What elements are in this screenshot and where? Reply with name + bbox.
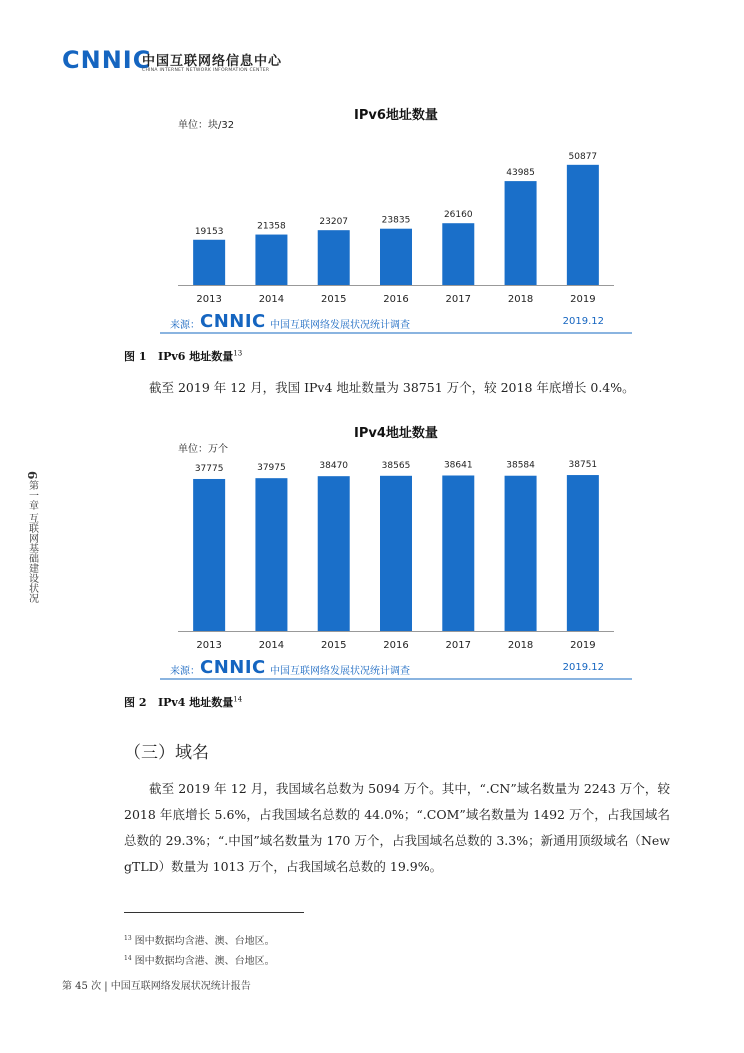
- section-heading-domain: （三）域名: [124, 743, 209, 763]
- bar-2013: [193, 479, 225, 631]
- footnote-text: 图中数据均含港、澳、台地区。: [134, 956, 275, 967]
- bar-2016: [380, 229, 412, 285]
- paragraph-text: 截至 2019 年 12 月，我国 IPv4 地址数量为 38751 万个，较 2018 年底增长 0.4%。: [149, 380, 635, 395]
- data-label-2018: 38584: [506, 460, 535, 471]
- bar-2016: [380, 476, 412, 631]
- footnote-number: 13: [124, 934, 132, 942]
- page-footer: 第 45 次 | 中国互联网络发展状况统计报告: [62, 981, 251, 992]
- bar-2013: [193, 240, 225, 285]
- x-tick-2017: 2017: [445, 294, 472, 305]
- source-rule: [160, 678, 632, 680]
- ipv4-chart: [160, 418, 632, 680]
- x-tick-2014: 2014: [258, 294, 285, 305]
- bar-2014: [255, 478, 287, 631]
- x-tick-2015: 2015: [320, 640, 347, 651]
- paragraph-ipv4: [124, 375, 670, 401]
- caption-footnote-ref: 14: [233, 695, 243, 704]
- bar-2019: [567, 475, 599, 631]
- data-label-2019: 38751: [568, 460, 598, 471]
- x-tick-2014: 2014: [258, 640, 285, 651]
- data-label-2015: 38470: [319, 461, 349, 472]
- footnote-number: 14: [124, 954, 132, 962]
- source-survey-name: 中国互联网络发展状况统计调查: [270, 666, 410, 677]
- bar-2018: [505, 181, 537, 285]
- side-chapter-title: 第一章 互联网基础建设状况: [26, 479, 38, 603]
- caption-text: IPv4 地址数量: [157, 696, 234, 709]
- source-brand: CNNIC: [200, 311, 266, 332]
- figure1-caption: [124, 348, 242, 364]
- chart-unit: 单位：块/32: [178, 120, 235, 131]
- logo-org-cn: 中国互联网络信息中心: [142, 54, 283, 69]
- data-label-2014: 37975: [257, 463, 286, 474]
- data-label-2017: 38641: [443, 460, 473, 471]
- caption-label: 图 1: [124, 350, 147, 363]
- bar-2017: [442, 475, 474, 631]
- x-tick-2016: 2016: [383, 640, 409, 651]
- chart-unit: 单位：万个: [178, 444, 228, 455]
- bar-2014: [255, 235, 287, 285]
- footnote-14: [124, 952, 275, 967]
- chart-source-bar: [160, 658, 632, 680]
- source-label: 来源：: [170, 320, 200, 331]
- x-tick-2016: 2016: [383, 294, 409, 305]
- logo-org-en: CHINA INTERNET NETWORK INFORMATION CENTER: [142, 68, 270, 73]
- chart-source-bar: [160, 312, 632, 334]
- x-tick-2013: 2013: [196, 640, 222, 651]
- x-tick-2018: 2018: [507, 294, 534, 305]
- x-tick-2018: 2018: [507, 640, 534, 651]
- bar-2015: [318, 230, 350, 285]
- data-label-2019: 50877: [568, 151, 598, 162]
- chapter-side-tab: [20, 460, 44, 610]
- paragraph-domain: [124, 776, 670, 880]
- source-label: 来源：: [170, 666, 200, 677]
- bar-2017: [442, 223, 474, 285]
- side-page-number: 6: [25, 471, 39, 480]
- figure2-caption: [124, 694, 242, 710]
- ipv4-bar-chart-svg: [160, 418, 632, 654]
- caption-label: 图 2: [124, 696, 147, 709]
- data-label-2015: 23207: [319, 217, 349, 228]
- data-label-2013: 37775: [194, 463, 224, 474]
- data-label-2014: 21358: [257, 221, 286, 232]
- data-label-2017: 26160: [443, 210, 473, 221]
- footnote-text: 图中数据均含港、澳、台地区。: [134, 936, 275, 947]
- data-label-2013: 19153: [194, 226, 224, 237]
- logo-wordmark: CNNIC: [62, 46, 152, 74]
- x-tick-2019: 2019: [570, 294, 596, 305]
- x-tick-2013: 2013: [196, 294, 222, 305]
- footnote-rule: [124, 912, 304, 913]
- cnnic-logo: [62, 44, 322, 84]
- paragraph-text: 截至 2019 年 12 月，我国域名总数为 5094 万个。其中，“.CN”域名数量为 2243 万个，较 2018 年底增长 5.6%，占我国域名总数的 44.0%；“.COM”域名数量为 1492 万个，占我国域名总数的 29.3%；“.中国”域名数量为 170 万个，占我国域名总数的 3.3%；新通用顶级域名（New gTLD）数量为 1013 万个，占我国域名总数的 19.9%。: [124, 781, 670, 874]
- source-survey-name: 中国互联网络发展状况统计调查: [270, 320, 410, 331]
- bar-2019: [567, 165, 599, 285]
- ipv6-chart: [160, 98, 632, 338]
- bar-2018: [505, 476, 537, 631]
- chart-title: IPv6地址数量: [354, 108, 438, 123]
- source-date: 2019.12: [562, 316, 604, 327]
- data-label-2018: 43985: [506, 168, 535, 179]
- x-tick-2019: 2019: [570, 640, 596, 651]
- caption-text: IPv6 地址数量: [157, 350, 234, 363]
- source-date: 2019.12: [562, 662, 604, 673]
- caption-footnote-ref: 13: [233, 349, 243, 358]
- x-tick-2015: 2015: [320, 294, 347, 305]
- footnote-13: [124, 932, 275, 947]
- bar-2015: [318, 476, 350, 631]
- chart-title: IPv4地址数量: [354, 426, 438, 441]
- data-label-2016: 23835: [381, 215, 411, 226]
- ipv6-bar-chart-svg: [160, 98, 632, 310]
- source-rule: [160, 332, 632, 334]
- data-label-2016: 38565: [381, 460, 411, 471]
- x-tick-2017: 2017: [445, 640, 472, 651]
- source-brand: CNNIC: [200, 657, 266, 678]
